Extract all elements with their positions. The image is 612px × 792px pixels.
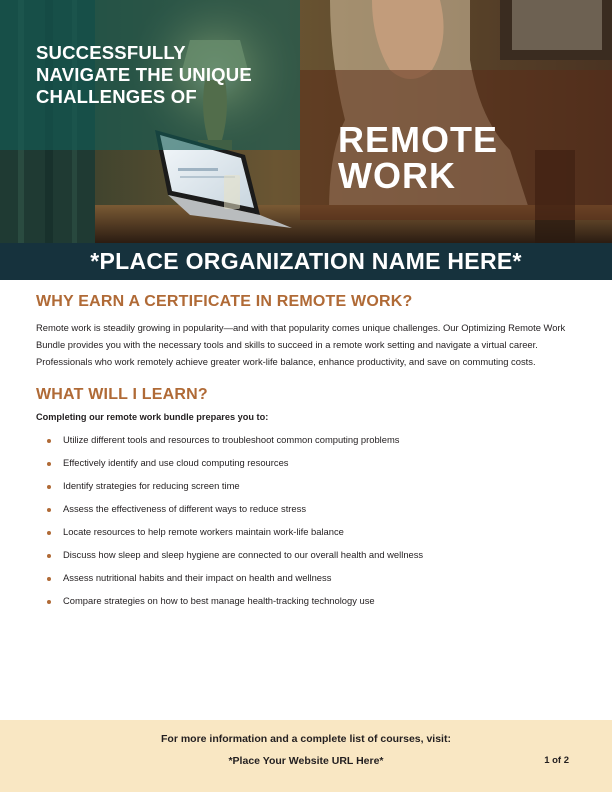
organization-name: *PLACE ORGANIZATION NAME HERE* [90,248,522,274]
list-item [36,497,576,520]
list-item [36,589,576,612]
website-url-link[interactable]: *Place Your Website URL Here* [228,755,384,767]
list-item [36,428,576,451]
footer-info-text: For more information and a complete list of courses, visit: [161,733,451,745]
list-item [36,520,576,543]
bullet-icon [47,508,51,512]
hero-emphasis-line: REMOTE [338,119,499,160]
bullet-icon [47,485,51,489]
list-item-text: Locate resources to help remote workers maintain work-life balance [63,526,344,537]
organization-bar [0,243,612,280]
bullet-icon [47,439,51,443]
hero-emphasis-line: WORK [338,155,456,196]
list-item-text: Compare strategies on how to best manage health-tracking technology use [63,595,375,606]
hero-headline [36,42,276,108]
page-number: 1 of 2 [544,755,569,766]
hero-emphasis [338,119,558,196]
section-title-learn: WHAT WILL I LEARN? [36,386,208,403]
list-item-text: Assess the effectiveness of different ways to reduce stress [63,503,307,514]
list-item-text: Effectively identify and use cloud computing resources [63,457,289,468]
bullet-icon [47,554,51,558]
main-content [36,293,576,612]
hero-headline-line: CHALLENGES OF [36,86,197,107]
bullet-icon [47,531,51,535]
list-item [36,566,576,589]
bullet-icon [47,600,51,604]
list-item [36,474,576,497]
hero-headline-line: NAVIGATE THE UNIQUE [36,64,252,85]
bullet-icon [47,462,51,466]
list-item-text: Assess nutritional habits and their impact on health and wellness [63,572,332,583]
learn-lead-text: Completing our remote work bundle prepares you to: [36,412,269,422]
list-item-text: Discuss how sleep and sleep hygiene are connected to our overall health and wellness [63,549,424,560]
list-item [36,451,576,474]
hero-headline-line: SUCCESSFULLY [36,42,186,63]
bullet-icon [47,577,51,581]
section-title-why: WHY EARN A CERTIFICATE IN REMOTE WORK? [36,293,413,310]
learning-outcomes-list [36,428,576,612]
footer [0,720,612,792]
list-item-text: Utilize different tools and resources to troubleshoot common computing problems [63,434,400,445]
list-item [36,543,576,566]
why-paragraph: Remote work is steadily growing in popularity—and with that popularity comes unique challenges. Our Optimizing Remote Work Bundle provides you with the necessary tools and skills to succeed in a remote work setting and navigate a virtual career. Professionals who work remotely achieve greater work-life balance, enhance productivity, and save on commuting costs. [36,322,566,367]
hero-banner [0,0,612,243]
list-item-text: Identify strategies for reducing screen time [63,480,240,491]
